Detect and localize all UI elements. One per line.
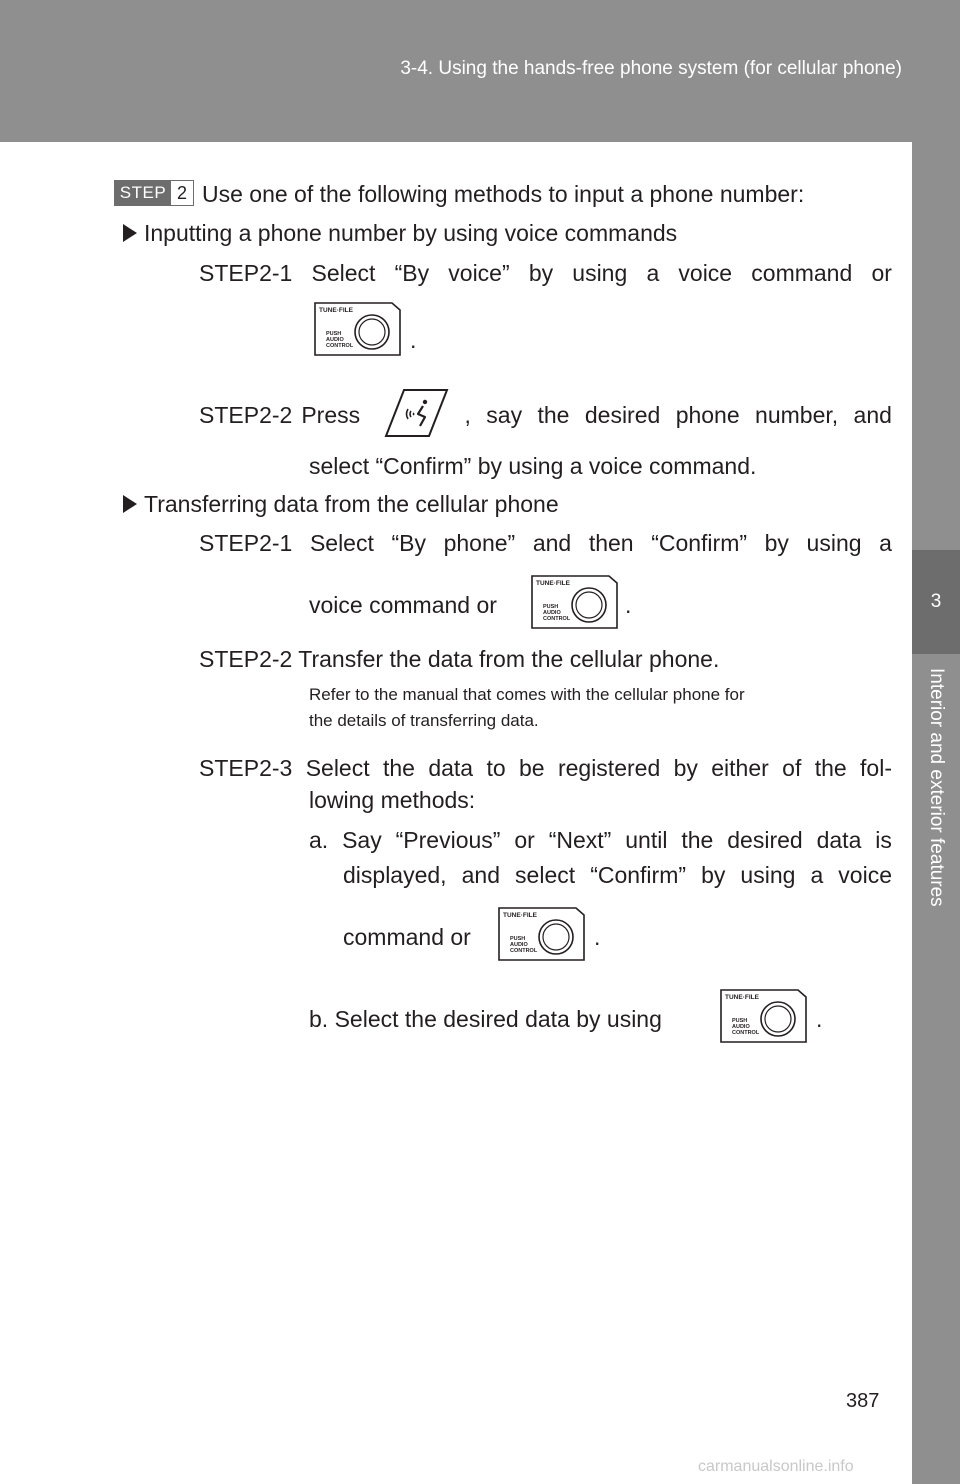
word: and	[532, 530, 572, 556]
word: and	[461, 862, 500, 888]
transfer-step2: STEP2-2 Transfer the data from the cellular phone.	[199, 646, 720, 672]
word: STEP2-1	[199, 260, 293, 286]
word: command	[751, 260, 853, 286]
word: “By	[391, 530, 426, 556]
tune-file-knob-icon	[529, 573, 619, 631]
transfer-note-line2: the details of transferring data.	[309, 711, 539, 730]
word: “By	[394, 260, 430, 286]
word: a	[646, 260, 660, 286]
word: voice	[838, 862, 892, 888]
page-number: 387	[846, 1390, 880, 1412]
word: Select	[305, 755, 370, 781]
option-b: b. Select the desired data by using	[309, 1006, 662, 1032]
word: the	[537, 402, 570, 428]
word: is	[875, 827, 892, 853]
word: Select	[309, 530, 374, 556]
word: data	[816, 827, 862, 853]
transfer-note-line1: Refer to the manual that comes with the cellular phone for	[309, 685, 745, 704]
page-header	[0, 0, 960, 142]
step-badge-number: 2	[176, 183, 187, 203]
word: using	[806, 530, 862, 556]
period: .	[625, 592, 632, 618]
section-title: 3-4. Using the hands-free phone system (for cellular phone)	[400, 58, 902, 79]
intro-text: Use one of the following methods to input a phone number:	[202, 181, 805, 207]
word: fol-	[860, 755, 892, 781]
word: by	[764, 530, 789, 556]
tune-file-knob-icon	[496, 905, 586, 963]
word: voice	[678, 260, 733, 286]
word: of	[782, 755, 802, 781]
word: number,	[755, 402, 839, 428]
word: STEP2-2	[199, 402, 293, 428]
word: “Confirm”	[590, 862, 687, 888]
knob-line3: CONTROL	[510, 948, 538, 954]
word: Say	[342, 827, 382, 853]
knob-line2: AUDIO	[543, 610, 561, 616]
knob-line3: CONTROL	[326, 343, 354, 349]
word: displayed,	[343, 862, 447, 888]
word: then	[588, 530, 634, 556]
voice-step2-cont: select “Confirm” by using a voice command.	[309, 453, 757, 479]
tune-file-knob-icon	[718, 987, 808, 1045]
word: phone	[675, 402, 740, 428]
word: say	[486, 402, 523, 428]
knob-line1: PUSH	[732, 1018, 748, 1024]
option-a-cont2: command or	[343, 924, 471, 950]
voice-step1-line	[199, 259, 892, 287]
step-badge	[114, 180, 194, 206]
bullet-arrow-icon	[123, 224, 137, 242]
word: by	[673, 755, 698, 781]
word: to	[486, 755, 506, 781]
transfer-heading: Transferring data from the cellular phone	[144, 491, 559, 517]
option-a-cont-line	[343, 861, 892, 889]
word: ,	[464, 402, 471, 428]
word: select	[515, 862, 576, 888]
word: “Confirm”	[651, 530, 748, 556]
word: “Previous”	[395, 827, 501, 853]
word: data	[428, 755, 474, 781]
word: Select	[311, 260, 376, 286]
word: a	[879, 530, 892, 556]
word: or	[871, 260, 892, 286]
period: .	[410, 327, 417, 353]
knob-line2: AUDIO	[732, 1024, 750, 1030]
knob-line3: CONTROL	[732, 1030, 760, 1036]
chapter-label: Interior and exterior features	[926, 668, 947, 907]
knob-top-label: TUNE·FILE	[725, 994, 759, 1001]
knob-top-label: TUNE·FILE	[319, 307, 353, 314]
word: until	[625, 827, 668, 853]
period: .	[816, 1006, 823, 1032]
knob-line1: PUSH	[326, 331, 342, 337]
word: using	[572, 260, 628, 286]
word: the	[382, 755, 415, 781]
word: STEP2-3	[199, 755, 293, 781]
knob-top-label: TUNE·FILE	[503, 912, 537, 919]
talk-switch-icon	[383, 387, 451, 439]
knob-line2: AUDIO	[510, 942, 528, 948]
word: “Next”	[548, 827, 612, 853]
transfer-step3-cont: lowing methods:	[309, 787, 476, 813]
word: and	[853, 402, 892, 428]
word: voice”	[448, 260, 510, 286]
transfer-step1-line	[199, 529, 892, 557]
word: by	[701, 862, 726, 888]
word: desired	[727, 827, 803, 853]
tune-file-knob-icon	[312, 300, 402, 358]
word: Press	[301, 402, 361, 428]
chapter-number: 3	[912, 550, 960, 654]
voice-heading: Inputting a phone number by using voice commands	[144, 220, 678, 246]
word: either	[711, 755, 769, 781]
word: desired	[584, 402, 661, 428]
word: using	[740, 862, 796, 888]
transfer-step3-line	[199, 754, 892, 782]
knob-line1: PUSH	[510, 936, 526, 942]
word: or	[514, 827, 535, 853]
word: the	[681, 827, 714, 853]
period: .	[594, 924, 601, 950]
step-badge-word: STEP	[115, 181, 171, 205]
word: the	[814, 755, 847, 781]
word: a	[810, 862, 824, 888]
word: by	[528, 260, 554, 286]
voice-step2-line	[199, 401, 892, 429]
word: a.	[309, 827, 329, 853]
knob-line3: CONTROL	[543, 616, 571, 622]
knob-line1: PUSH	[543, 604, 559, 610]
watermark: carmanualsonline.info	[698, 1458, 854, 1475]
word: be	[519, 755, 545, 781]
word: registered	[557, 755, 661, 781]
bullet-arrow-icon	[123, 495, 137, 513]
knob-top-label: TUNE·FILE	[536, 580, 570, 587]
option-a-line	[309, 826, 892, 854]
knob-line2: AUDIO	[326, 337, 344, 343]
word: phone”	[443, 530, 516, 556]
word: STEP2-1	[199, 530, 293, 556]
transfer-step1-cont: voice command or	[309, 592, 497, 618]
